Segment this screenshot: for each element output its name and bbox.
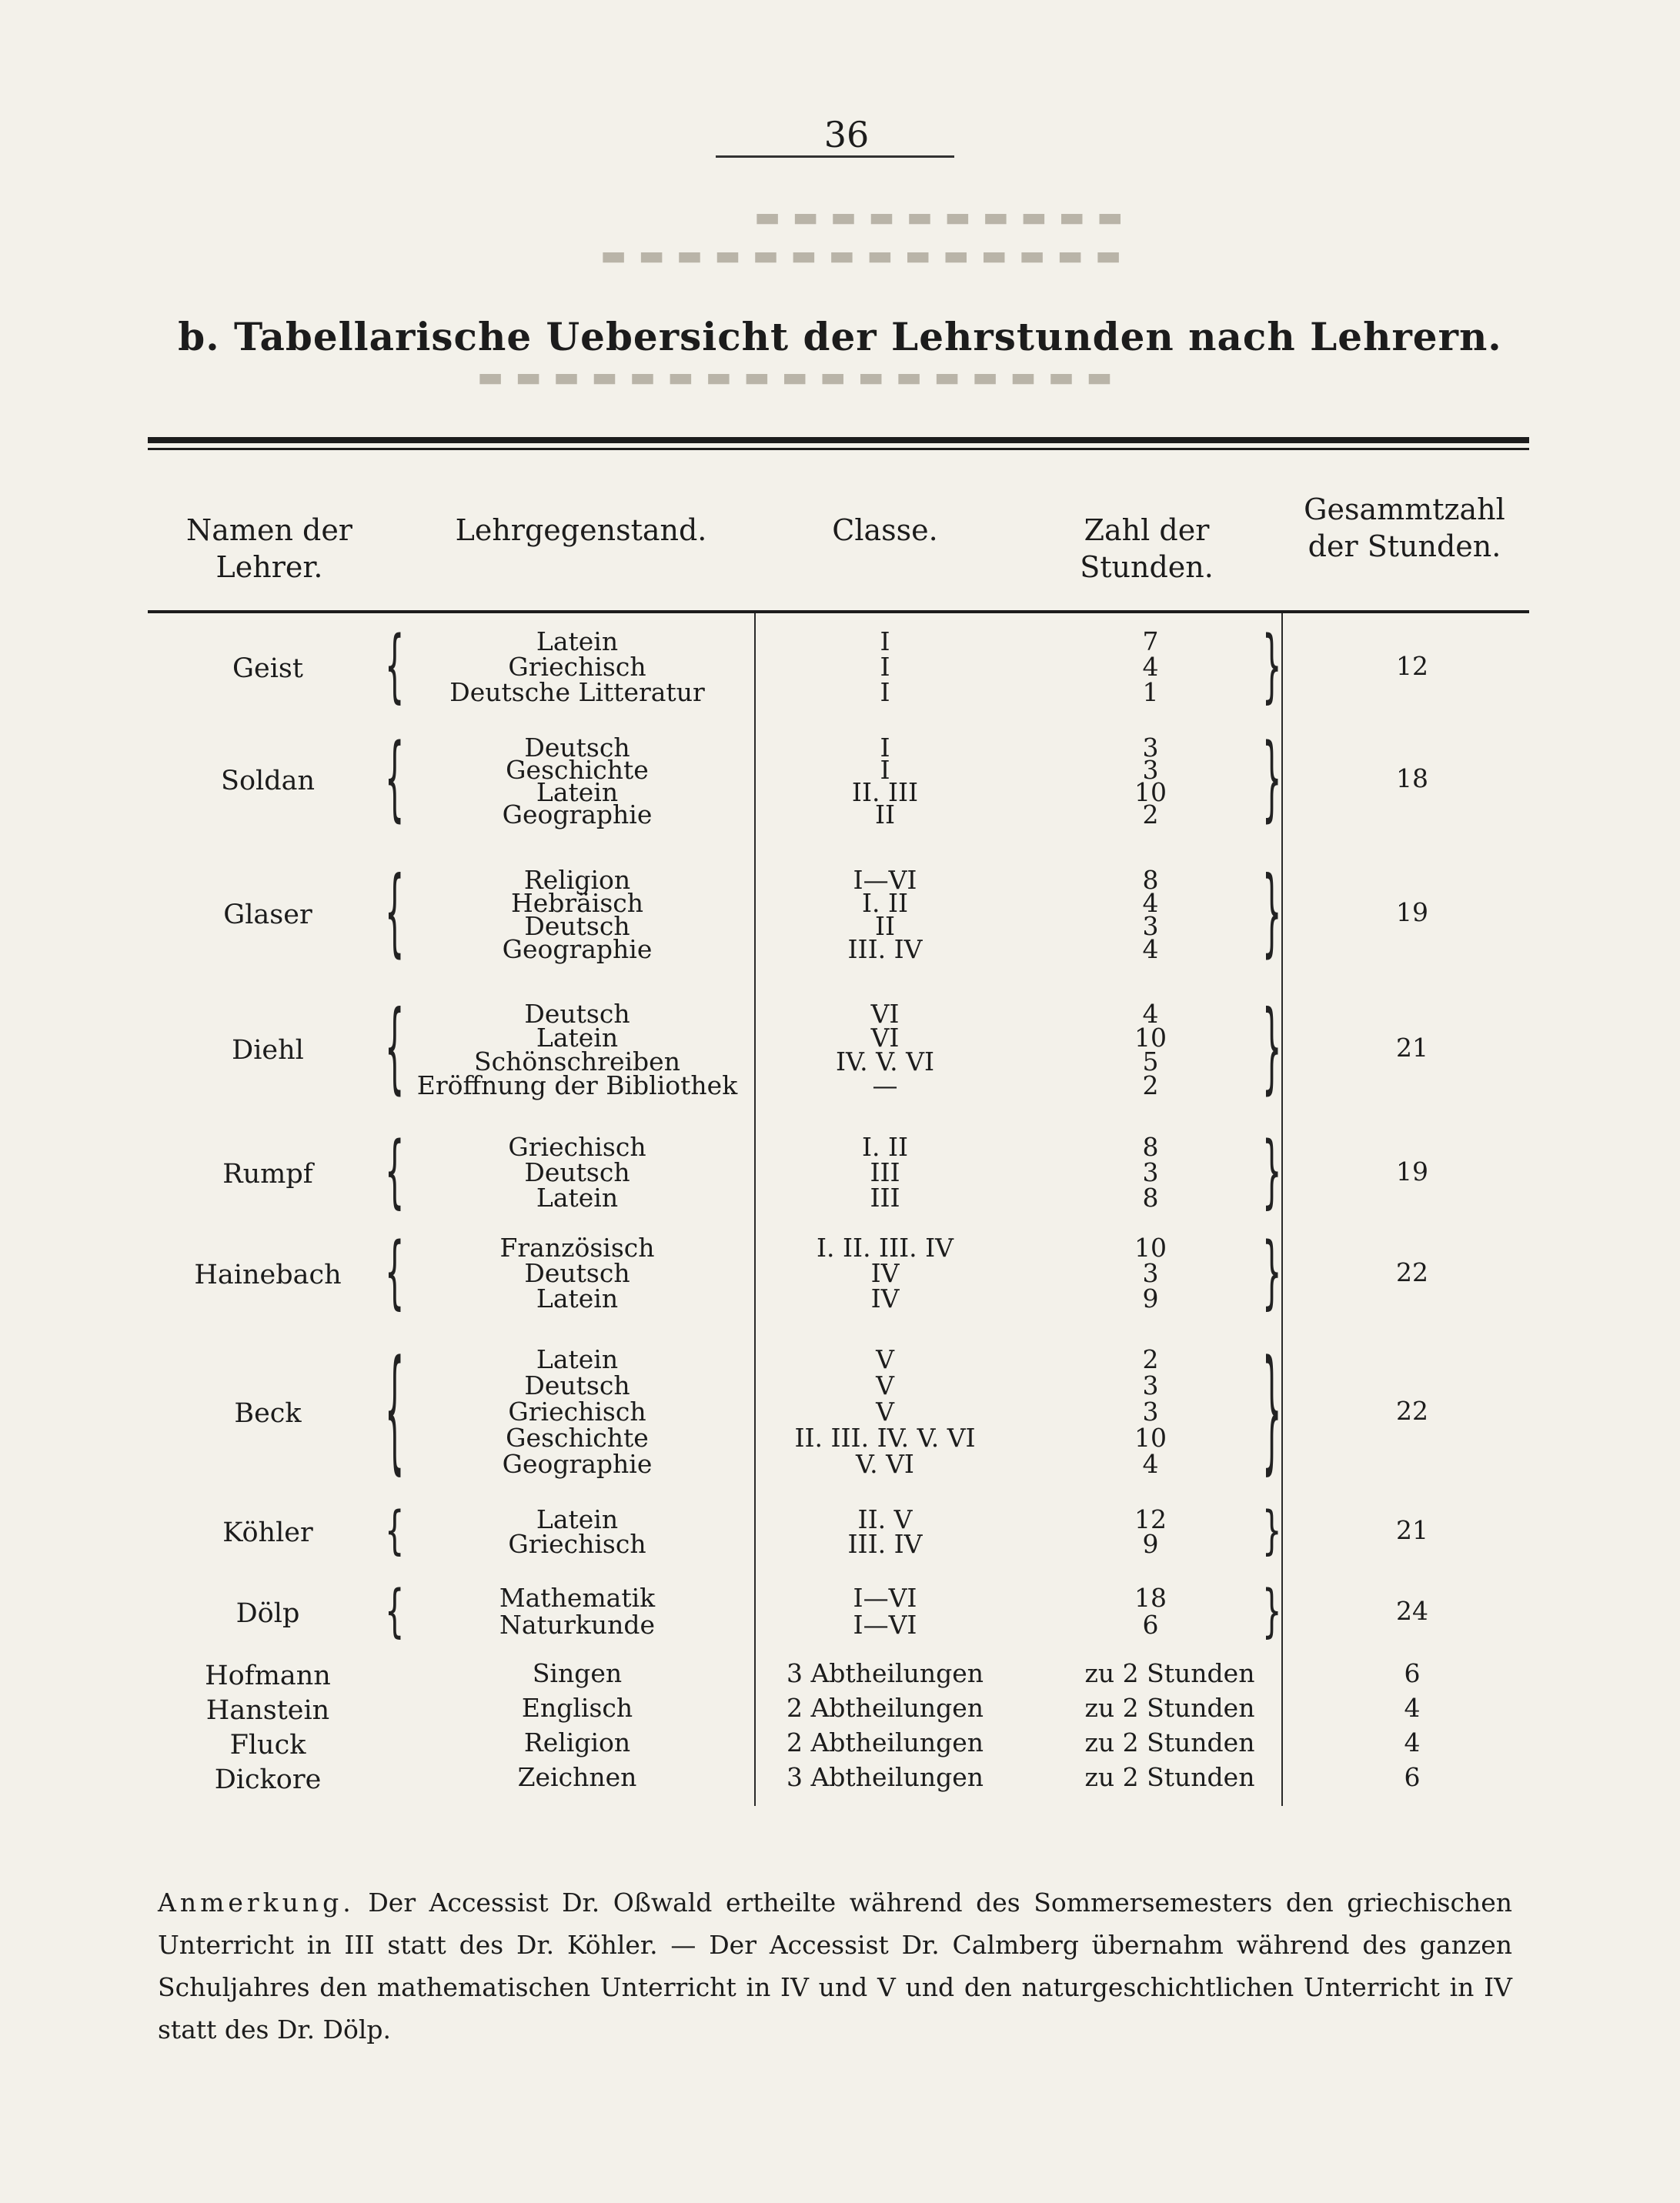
subject-cell: Geographie xyxy=(502,934,653,964)
teacher-name: Beck xyxy=(234,1398,302,1429)
class-cell: IV xyxy=(870,1258,900,1288)
class-cell: I. II xyxy=(861,1132,909,1162)
total-cell: 19 xyxy=(1396,897,1428,927)
subject-cell: Griechisch xyxy=(508,1132,646,1162)
subject-cell: Geographie xyxy=(502,799,653,829)
total-cell: 22 xyxy=(1396,1396,1428,1426)
total-cell: 24 xyxy=(1396,1596,1428,1626)
class-cell: II. III. IV. V. VI xyxy=(794,1423,976,1453)
subject-cell: Griechisch xyxy=(508,652,646,682)
hours-cell: 4 xyxy=(1142,1449,1159,1479)
class-cell: I—VI xyxy=(853,1583,917,1613)
class-cell: III xyxy=(870,1183,900,1213)
total-cell: 4 xyxy=(1404,1727,1421,1757)
subject-cell: Eröffnung der Bibliothek xyxy=(416,1070,738,1100)
hours-cell: 4 xyxy=(1142,934,1159,964)
header-total: Gesammtzahl der Stunden. xyxy=(1304,492,1505,563)
header-hours: Zahl der Stunden. xyxy=(1080,513,1214,584)
teacher-name: Dickore xyxy=(214,1764,322,1795)
table-top-rule-thin xyxy=(148,448,1529,450)
teacher-name: Hainebach xyxy=(194,1259,342,1290)
hours-cell: 10 xyxy=(1134,1023,1167,1053)
hours-cell: 4 xyxy=(1142,999,1159,1029)
subject-cell: Religion xyxy=(523,1727,631,1757)
subject-cell: Englisch xyxy=(521,1693,633,1723)
teacher-name: Rumpf xyxy=(222,1158,313,1190)
subject-cell: Latein xyxy=(536,1023,619,1053)
hours-cell: zu 2 Stunden xyxy=(1084,1762,1255,1792)
subject-cell: Singen xyxy=(532,1658,623,1688)
closing-brace-icon: } xyxy=(1262,1334,1282,1490)
subject-cell: Französisch xyxy=(499,1233,655,1263)
subject-cell: Geschichte xyxy=(506,1423,649,1453)
subject-cell: Naturkunde xyxy=(499,1610,655,1640)
class-cell: II. III xyxy=(851,777,919,807)
class-cell: VI xyxy=(870,1023,900,1053)
subject-cell: Religion xyxy=(523,865,631,895)
hours-cell: zu 2 Stunden xyxy=(1084,1658,1255,1688)
hours-cell: 9 xyxy=(1142,1283,1159,1313)
class-cell: I—VI xyxy=(853,1610,917,1640)
class-cell: IV xyxy=(870,1283,900,1313)
hours-cell: 8 xyxy=(1142,1132,1159,1162)
teacher-name: Geist xyxy=(232,653,303,684)
brace-icon: { xyxy=(385,1500,405,1562)
hours-cell: 3 xyxy=(1142,1258,1159,1288)
hours-cell: 2 xyxy=(1142,1344,1159,1374)
hours-cell: 3 xyxy=(1142,733,1159,763)
class-cell: VI xyxy=(870,999,900,1029)
hours-cell: 6 xyxy=(1142,1610,1159,1640)
brace-icon: { xyxy=(385,1127,405,1218)
brace-icon: { xyxy=(385,992,405,1106)
groups-cell: 2 Abtheilungen xyxy=(786,1727,984,1757)
hours-cell: 10 xyxy=(1134,777,1167,807)
total-cell: 21 xyxy=(1396,1033,1428,1063)
total-cell: 19 xyxy=(1396,1156,1428,1187)
teacher-name: Hanstein xyxy=(205,1695,330,1726)
hours-cell: 2 xyxy=(1142,799,1159,829)
teacher-name: Hofmann xyxy=(205,1661,331,1691)
footnote xyxy=(158,1881,1512,2051)
brace-icon: { xyxy=(385,621,405,713)
subject-cell: Griechisch xyxy=(508,1397,646,1427)
class-cell: V xyxy=(876,1397,894,1427)
class-cell: I. II xyxy=(861,888,909,918)
total-cell: 12 xyxy=(1396,650,1428,681)
closing-brace-icon: } xyxy=(1262,1227,1282,1319)
subject-cell: Hebräisch xyxy=(510,888,644,918)
class-cell: I xyxy=(880,626,890,656)
subject-cell: Griechisch xyxy=(508,1529,646,1559)
hours-cell: 5 xyxy=(1142,1046,1159,1076)
closing-brace-icon: } xyxy=(1262,726,1282,833)
hours-cell: 8 xyxy=(1142,1183,1159,1213)
hours-cell: 2 xyxy=(1142,1070,1159,1100)
class-cell: I xyxy=(880,733,890,763)
page-title: b. Tabellarische Uebersicht der Lehrstunden nach Lehrern. xyxy=(178,314,1502,359)
brace-icon: { xyxy=(385,1227,405,1319)
class-cell: I—VI xyxy=(853,865,917,895)
class-cell: II. V xyxy=(857,1504,913,1534)
closing-brace-icon: } xyxy=(1262,1579,1282,1645)
subject-cell: Zeichnen xyxy=(517,1762,637,1792)
hours-cell: 4 xyxy=(1142,652,1159,682)
hours-cell: 10 xyxy=(1134,1233,1167,1263)
class-cell: III. IV xyxy=(847,1529,923,1559)
header-subject: Lehrgegenstand. xyxy=(455,513,707,547)
header-name: Namen der Lehrer. xyxy=(186,513,352,584)
class-cell: II xyxy=(874,799,896,829)
subject-cell: Deutsch xyxy=(524,733,630,763)
total-cell: 22 xyxy=(1396,1257,1428,1287)
hours-cell: 9 xyxy=(1142,1529,1159,1559)
class-cell: III. IV xyxy=(847,934,923,964)
closing-brace-icon: } xyxy=(1262,858,1282,969)
class-cell: II xyxy=(874,911,896,941)
class-cell: IV. V. VI xyxy=(836,1046,934,1076)
hours-cell: zu 2 Stunden xyxy=(1084,1693,1255,1723)
subject-cell: Deutsch xyxy=(524,911,630,941)
subject-cell: Geschichte xyxy=(506,755,649,785)
subject-cell: Schönschreiben xyxy=(474,1046,680,1076)
footnote-text: Der Accessist Dr. Oßwald ertheilte während des Sommersemesters den griechischen Unterricht in III statt des Dr. Köhler. — Der Accessist Dr. Calmberg übernahm während des ganzen Schuljahres den mathematischen Unterricht in IV und V und den naturgeschichtlichen Unterricht in IV statt des Dr. Dölp. xyxy=(158,1888,1512,2044)
bleed-through-line: ▬ ▬ ▬ ▬ ▬ ▬ ▬ ▬ ▬ ▬ ▬ ▬ ▬ ▬ xyxy=(600,240,1123,272)
teacher-name: Diehl xyxy=(232,1035,304,1066)
closing-brace-icon: } xyxy=(1262,621,1282,713)
subject-cell: Deutsch xyxy=(524,999,630,1029)
header-class: Classe. xyxy=(832,513,938,547)
total-cell: 6 xyxy=(1404,1762,1421,1792)
subject-cell: Deutsch xyxy=(524,1157,630,1187)
hours-cell: 3 xyxy=(1142,1157,1159,1187)
hours-cell: 3 xyxy=(1142,755,1159,785)
class-cell: — xyxy=(872,1070,898,1100)
page-number-rule xyxy=(716,155,954,158)
footnote-label: Anmerkung. xyxy=(158,1888,355,1918)
subject-cell: Mathematik xyxy=(499,1583,656,1613)
hours-cell: 10 xyxy=(1134,1423,1167,1453)
hours-cell: 3 xyxy=(1142,1370,1159,1400)
class-cell: V xyxy=(876,1370,894,1400)
hours-cell: 3 xyxy=(1142,911,1159,941)
total-cell: 18 xyxy=(1396,763,1428,793)
subject-cell: Latein xyxy=(536,777,619,807)
hours-cell: 3 xyxy=(1142,1397,1159,1427)
groups-cell: 2 Abtheilungen xyxy=(786,1693,984,1723)
total-cell: 4 xyxy=(1404,1693,1421,1723)
class-cell: I xyxy=(880,755,890,785)
class-cell: III xyxy=(870,1157,900,1187)
class-cell: I xyxy=(880,677,890,707)
closing-brace-icon: } xyxy=(1262,1500,1282,1562)
subject-cell: Deutsche Litteratur xyxy=(449,677,705,707)
hours-cell: 18 xyxy=(1134,1583,1167,1613)
hours-cell: 8 xyxy=(1142,865,1159,895)
brace-icon: { xyxy=(385,1334,405,1490)
column-divider xyxy=(754,613,756,1806)
groups-cell: 3 Abtheilungen xyxy=(786,1762,984,1792)
groups-cell: 3 Abtheilungen xyxy=(786,1658,984,1688)
page-number: 36 xyxy=(823,114,870,155)
table-top-rule xyxy=(148,437,1529,443)
closing-brace-icon: } xyxy=(1262,992,1282,1106)
teacher-name: Fluck xyxy=(229,1730,306,1761)
bleed-through-line: ▬ ▬ ▬ ▬ ▬ ▬ ▬ ▬ ▬ ▬ ▬ ▬ ▬ ▬ ▬ ▬ ▬ xyxy=(477,362,1114,393)
subject-cell: Deutsch xyxy=(524,1370,630,1400)
subject-cell: Deutsch xyxy=(524,1258,630,1288)
hours-cell: 7 xyxy=(1142,626,1159,656)
hours-cell: 12 xyxy=(1134,1504,1167,1534)
header-bottom-rule xyxy=(148,610,1529,613)
class-cell: I. II. III. IV xyxy=(816,1233,954,1263)
brace-icon: { xyxy=(385,726,405,833)
class-cell: V xyxy=(876,1344,894,1374)
hours-cell: 4 xyxy=(1142,888,1159,918)
teacher-name: Soldan xyxy=(220,766,316,796)
class-cell: V. VI xyxy=(856,1449,914,1479)
class-cell: I xyxy=(880,652,890,682)
hours-cell: 1 xyxy=(1142,677,1159,707)
total-cell: 21 xyxy=(1396,1515,1428,1545)
subject-cell: Latein xyxy=(536,1283,619,1313)
subject-cell: Latein xyxy=(536,1183,619,1213)
teacher-name: Köhler xyxy=(222,1517,313,1548)
teacher-name: Dölp xyxy=(235,1598,300,1629)
brace-icon: { xyxy=(385,858,405,969)
hours-cell: zu 2 Stunden xyxy=(1084,1727,1255,1757)
subject-cell: Latein xyxy=(536,1504,619,1534)
closing-brace-icon: } xyxy=(1262,1127,1282,1218)
subject-cell: Geographie xyxy=(502,1449,653,1479)
subject-cell: Latein xyxy=(536,626,619,656)
subject-cell: Latein xyxy=(536,1344,619,1374)
brace-icon: { xyxy=(385,1579,405,1645)
total-cell: 6 xyxy=(1404,1658,1421,1688)
bleed-through-line: ▬ ▬ ▬ ▬ ▬ ▬ ▬ ▬ ▬ ▬ xyxy=(754,202,1125,233)
teacher-name: Glaser xyxy=(223,900,312,930)
